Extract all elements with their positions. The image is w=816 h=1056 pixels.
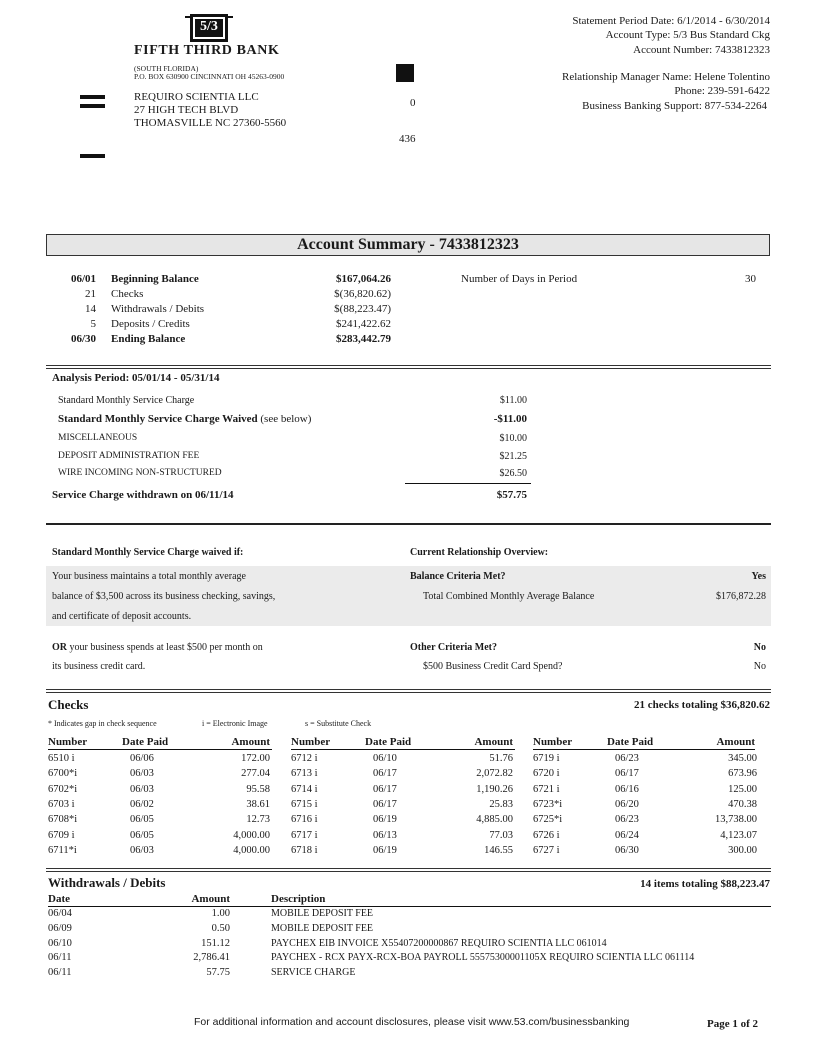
barcode-module	[412, 70, 414, 72]
checks-col-amount: Amount	[474, 736, 513, 748]
check-amount: 25.83	[489, 798, 513, 810]
check-amount: 12.73	[246, 814, 270, 826]
divider	[46, 689, 771, 690]
checks-col-amount: Amount	[231, 736, 270, 748]
withdrawal-description: MOBILE DEPOSIT FEE	[271, 908, 374, 919]
waiver-line-4-text: your business spends at least $500 per month on	[67, 642, 263, 653]
check-date: 06/17	[373, 798, 397, 810]
withdrawal-date: 06/09	[48, 922, 72, 934]
barcode-module	[404, 80, 406, 82]
summary-count: 06/01	[70, 273, 96, 285]
barcode-module	[410, 64, 412, 66]
barcode-module	[402, 76, 404, 78]
checks-header-rule	[291, 749, 515, 750]
account-number: Account Number: 7433812323	[633, 44, 770, 56]
withdrawal-date: 06/10	[48, 937, 72, 949]
check-date: 06/19	[373, 844, 397, 856]
summary-amount: $(88,223.47)	[334, 303, 391, 315]
check-amount: 277.04	[241, 768, 270, 780]
barcode-module	[406, 68, 408, 70]
checks-legend-substitute: s = Substitute Check	[305, 719, 372, 728]
analysis-r5-amount: $26.50	[499, 468, 527, 479]
barcode-module	[396, 80, 398, 82]
check-amount: 13,738.00	[715, 814, 757, 826]
check-date: 06/17	[615, 768, 639, 780]
withdrawal-description: PAYCHEX - RCX PAYX-RCX-BOA PAYROLL 55575300001105X REQUIRO SCIENTIA LLC 061114	[271, 952, 695, 964]
check-amount: 300.00	[728, 844, 757, 856]
barcode-module	[400, 66, 402, 68]
analysis-r2-note: (see below)	[257, 413, 312, 425]
withdrawal-description: SERVICE CHARGE	[271, 967, 356, 979]
checks-header-rule	[48, 749, 272, 750]
barcode-module	[398, 74, 400, 76]
avg-balance-label: Total Combined Monthly Average Balance	[423, 591, 595, 602]
check-date: 06/03	[130, 768, 154, 780]
check-amount: 4,885.00	[476, 814, 513, 826]
barcode-module	[396, 70, 398, 72]
barcode-module	[408, 80, 410, 82]
checks-col-date: Date Paid	[122, 736, 169, 748]
check-date: 06/19	[373, 814, 397, 826]
barcode-module	[410, 80, 412, 82]
waiver-title: Standard Monthly Service Charge waived if:	[52, 547, 244, 558]
summary-amount: $(36,820.62)	[334, 288, 391, 300]
relationship-manager: Relationship Manager Name: Helene Tolentino	[562, 71, 770, 83]
summary-count: 21	[85, 288, 96, 300]
barcode-module	[402, 70, 404, 72]
barcode-module	[412, 66, 414, 68]
summary-label: Ending Balance	[111, 333, 186, 345]
withdrawal-amount: 1.00	[211, 908, 230, 919]
withdrawals-title: Withdrawals / Debits	[48, 875, 166, 890]
check-date: 06/24	[615, 829, 639, 841]
barcode-module	[412, 78, 414, 80]
check-date: 06/17	[373, 768, 397, 780]
check-date: 06/23	[615, 814, 639, 826]
barcode-module	[404, 72, 406, 74]
bank-region: (SOUTH FLORIDA)	[134, 64, 199, 73]
analysis-r5-label: WIRE INCOMING NON-STRUCTURED	[58, 468, 222, 478]
checks-legend-image: i = Electronic Image	[202, 719, 268, 728]
customer-city: THOMASVILLE NC 27360-5560	[134, 117, 287, 129]
barcode-module	[406, 74, 408, 76]
analysis-r4-amount: $21.25	[499, 451, 527, 462]
check-date: 06/17	[373, 783, 397, 795]
mail-mark	[80, 154, 105, 158]
divider	[46, 868, 771, 869]
barcode-module	[400, 72, 402, 74]
barcode-module	[410, 68, 412, 70]
summary-count: 14	[85, 303, 96, 315]
check-date: 06/05	[130, 829, 154, 841]
check-number: 6726 i	[533, 829, 560, 841]
barcode-module	[402, 74, 404, 76]
barcode-module	[408, 74, 410, 76]
barcode-module	[410, 76, 412, 78]
barcode-module	[404, 78, 406, 80]
withdrawals-col-date: Date	[48, 893, 70, 905]
other-criteria-value: No	[753, 642, 766, 653]
check-date: 06/05	[130, 814, 154, 826]
barcode-module	[412, 64, 414, 66]
barcode-module	[396, 74, 398, 76]
bank-name: FIFTH THIRD BANK	[134, 43, 280, 58]
check-amount: 4,123.07	[720, 829, 757, 841]
mail-mark	[80, 95, 105, 99]
barcode-module	[400, 70, 402, 72]
check-amount: 38.61	[246, 798, 270, 810]
barcode-module	[396, 72, 398, 74]
barcode-module	[406, 80, 408, 82]
checks-col-number: Number	[48, 736, 88, 748]
waiver-line-1: Your business maintains a total monthly average	[52, 571, 246, 582]
barcode-module	[402, 68, 404, 70]
barcode-module	[398, 68, 400, 70]
summary-amount: $167,064.26	[336, 273, 391, 285]
statement-period: Statement Period Date: 6/1/2014 - 6/30/2014	[572, 15, 770, 27]
barcode-module	[410, 74, 412, 76]
analysis-r2-label: Standard Monthly Service Charge Waived	[58, 413, 258, 425]
waiver-line-5: its business credit card.	[52, 661, 146, 672]
check-amount: 125.00	[728, 783, 757, 795]
barcode-module	[408, 78, 410, 80]
check-amount: 4,000.00	[233, 844, 270, 856]
credit-card-spend-value: No	[753, 661, 766, 672]
analysis-r2-amount: -$11.00	[493, 413, 527, 425]
barcode-module	[412, 74, 414, 76]
barcode-module	[400, 74, 402, 76]
check-number: 6727 i	[533, 844, 560, 856]
withdrawal-description: PAYCHEX EIB INVOICE X55407200000867 REQUIRO SCIENTIA LLC 061014	[271, 937, 607, 949]
barcode-module	[410, 72, 412, 74]
relationship-overview-title: Current Relationship Overview:	[410, 547, 549, 558]
barcode-module	[408, 70, 410, 72]
barcode-module	[410, 66, 412, 68]
waiver-line-3: and certificate of deposit accounts.	[52, 611, 192, 622]
summary-label: Beginning Balance	[111, 273, 199, 285]
summary-label: Withdrawals / Debits	[111, 303, 205, 315]
check-date: 06/16	[615, 783, 639, 795]
withdrawal-amount: 151.12	[201, 937, 230, 949]
barcode-module	[398, 78, 400, 80]
barcode-module	[396, 78, 398, 80]
barcode-module	[402, 66, 404, 68]
barcode-module	[406, 78, 408, 80]
withdrawal-amount: 57.75	[206, 967, 230, 979]
barcode-module	[398, 64, 400, 66]
barcode-module	[398, 76, 400, 78]
barcode-module	[396, 76, 398, 78]
withdrawals-total: 14 items totaling $88,223.47	[640, 878, 770, 890]
check-number: 6712 i	[291, 753, 318, 764]
checks-col-amount: Amount	[716, 736, 755, 748]
barcode-module	[408, 68, 410, 70]
divider	[46, 523, 771, 525]
checks-col-number: Number	[533, 736, 573, 748]
account-type: Account Type: 5/3 Bus Standard Ckg	[605, 29, 770, 41]
divider	[46, 368, 771, 369]
credit-card-spend-label: $500 Business Credit Card Spend?	[423, 661, 563, 672]
withdrawal-description: MOBILE DEPOSIT FEE	[271, 922, 374, 934]
barcode-module	[406, 76, 408, 78]
days-in-period-label: Number of Days in Period	[461, 273, 578, 285]
check-number: 6716 i	[291, 814, 318, 826]
barcode-module	[408, 66, 410, 68]
barcode-module	[400, 68, 402, 70]
summary-label: Deposits / Credits	[111, 318, 190, 330]
barcode-module	[404, 76, 406, 78]
withdrawal-date: 06/04	[48, 908, 72, 919]
barcode-module	[406, 64, 408, 66]
check-number: 6723*i	[533, 798, 563, 810]
waiver-line-2: balance of $3,500 across its business checking, savings,	[52, 591, 276, 602]
divider	[46, 692, 771, 693]
barcode-module	[404, 74, 406, 76]
barcode-module	[408, 64, 410, 66]
check-number: 6708*i	[48, 814, 78, 826]
balance-criteria-value: Yes	[751, 571, 766, 582]
business-support: Business Banking Support: 877-534-2264	[582, 100, 767, 112]
waiver-line-4	[52, 642, 263, 653]
check-amount: 2,072.82	[476, 768, 513, 780]
withdrawals-col-amount: Amount	[191, 893, 230, 905]
check-amount: 345.00	[728, 753, 757, 764]
other-criteria-label: Other Criteria Met?	[410, 642, 497, 653]
check-number: 6510 i	[48, 753, 75, 764]
analysis-r4-label: DEPOSIT ADMINISTRATION FEE	[58, 451, 200, 461]
days-in-period-value: 30	[745, 273, 756, 285]
withdrawals-col-description: Description	[271, 893, 326, 905]
checks-col-date: Date Paid	[607, 736, 654, 748]
barcode-module	[404, 66, 406, 68]
check-number: 6715 i	[291, 798, 318, 810]
check-amount: 77.03	[489, 829, 513, 841]
barcode-module	[396, 64, 398, 66]
barcode-module	[406, 70, 408, 72]
check-number: 6713 i	[291, 768, 318, 780]
check-amount: 1,190.26	[476, 783, 513, 795]
check-amount: 4,000.00	[233, 829, 270, 841]
check-number: 6721 i	[533, 783, 560, 795]
check-amount: 172.00	[241, 753, 270, 764]
check-date: 06/20	[615, 798, 639, 810]
withdrawal-date: 06/11	[48, 952, 72, 964]
or-word: OR	[52, 642, 67, 653]
divider	[46, 871, 771, 872]
footer-disclosure: For additional information and account disclosures, please visit www.53.com/businessbanking	[194, 1016, 630, 1028]
divider	[46, 365, 771, 366]
barcode-module	[398, 66, 400, 68]
check-date: 06/10	[373, 753, 397, 764]
barcode-module	[412, 76, 414, 78]
check-number: 6720 i	[533, 768, 560, 780]
check-amount: 673.96	[728, 768, 757, 780]
mail-mark	[80, 104, 105, 108]
analysis-r3-amount: $10.00	[499, 433, 527, 444]
barcode-module	[402, 72, 404, 74]
barcode-icon	[396, 64, 414, 82]
barcode-module	[402, 64, 404, 66]
withdrawal-amount: 0.50	[211, 922, 230, 934]
withdrawal-amount: 2,786.41	[193, 952, 230, 964]
barcode-module	[410, 78, 412, 80]
balance-criteria-label: Balance Criteria Met?	[410, 571, 506, 582]
barcode-module	[404, 70, 406, 72]
check-number: 6725*i	[533, 814, 563, 826]
checks-title: Checks	[48, 697, 89, 712]
checks-col-number: Number	[291, 736, 331, 748]
bank-po-box: P.O. BOX 630900 CINCINNATI OH 45263-0900	[134, 72, 285, 81]
check-date: 06/03	[130, 844, 154, 856]
barcode-module	[398, 70, 400, 72]
check-date: 06/03	[130, 783, 154, 795]
barcode-module	[396, 66, 398, 68]
page-number: Page 1 of 2	[707, 1018, 759, 1030]
checks-header-rule	[533, 749, 755, 750]
service-charge-withdrawn-label: Service Charge withdrawn on 06/11/14	[52, 489, 234, 501]
check-date: 06/23	[615, 753, 639, 764]
avg-balance-value: $176,872.28	[716, 591, 766, 602]
analysis-period: Analysis Period: 05/01/14 - 05/31/14	[52, 372, 220, 384]
check-date: 06/06	[130, 753, 154, 764]
barcode-module	[398, 72, 400, 74]
checks-total: 21 checks totaling $36,820.62	[634, 699, 770, 711]
check-date: 06/13	[373, 829, 397, 841]
sequence-code: 0	[410, 97, 416, 109]
check-number: 6718 i	[291, 844, 318, 856]
checks-legend-gap: * Indicates gap in check sequence	[48, 719, 157, 728]
account-summary-title: Account Summary - 7433812323	[46, 234, 770, 256]
manager-phone: Phone: 239-591-6422	[674, 85, 770, 97]
analysis-r2	[58, 413, 311, 425]
customer-name: REQUIRO SCIENTIA LLC	[134, 91, 259, 103]
datamatrix-barcode	[396, 64, 414, 82]
customer-street: 27 HIGH TECH BLVD	[134, 104, 239, 116]
check-number: 6709 i	[48, 829, 75, 841]
barcode-module	[400, 78, 402, 80]
check-amount: 146.55	[484, 844, 513, 856]
barcode-module	[402, 80, 404, 82]
analysis-r3-label: MISCELLANEOUS	[58, 433, 138, 443]
check-number: 6719 i	[533, 753, 560, 764]
barcode-module	[400, 76, 402, 78]
barcode-module	[412, 68, 414, 70]
check-number: 6703 i	[48, 798, 75, 810]
total-rule	[405, 483, 531, 484]
barcode-module	[404, 64, 406, 66]
barcode-module	[404, 68, 406, 70]
check-number: 6702*i	[48, 783, 78, 795]
check-amount: 51.76	[489, 753, 513, 764]
check-number: 6711*i	[48, 844, 77, 856]
summary-label: Checks	[111, 288, 144, 300]
barcode-module	[410, 70, 412, 72]
barcode-module	[408, 72, 410, 74]
check-number: 6714 i	[291, 783, 318, 795]
page-code: 436	[399, 133, 416, 145]
barcode-module	[400, 80, 402, 82]
analysis-r1-label: Standard Monthly Service Charge	[58, 395, 195, 406]
check-number: 6700*i	[48, 768, 78, 780]
check-date: 06/02	[130, 798, 154, 810]
summary-amount: $241,422.62	[336, 318, 391, 330]
summary-count: 5	[90, 318, 96, 330]
barcode-module	[398, 80, 400, 82]
barcode-module	[402, 78, 404, 80]
bank-logo-mark: 5/3	[200, 19, 218, 34]
checks-col-date: Date Paid	[365, 736, 412, 748]
barcode-module	[406, 66, 408, 68]
check-amount: 470.38	[728, 798, 757, 810]
check-amount: 95.58	[246, 783, 270, 795]
check-number: 6717 i	[291, 829, 318, 841]
barcode-module	[408, 76, 410, 78]
barcode-module	[406, 72, 408, 74]
service-charge-withdrawn-amount: $57.75	[496, 489, 527, 501]
barcode-module	[396, 68, 398, 70]
barcode-module	[412, 72, 414, 74]
barcode-module	[400, 64, 402, 66]
barcode-module	[412, 80, 414, 82]
check-date: 06/30	[615, 844, 639, 856]
summary-count: 06/30	[70, 333, 96, 345]
summary-amount: $283,442.79	[336, 333, 391, 345]
analysis-r1-amount: $11.00	[499, 395, 527, 406]
withdrawal-date: 06/11	[48, 967, 72, 979]
